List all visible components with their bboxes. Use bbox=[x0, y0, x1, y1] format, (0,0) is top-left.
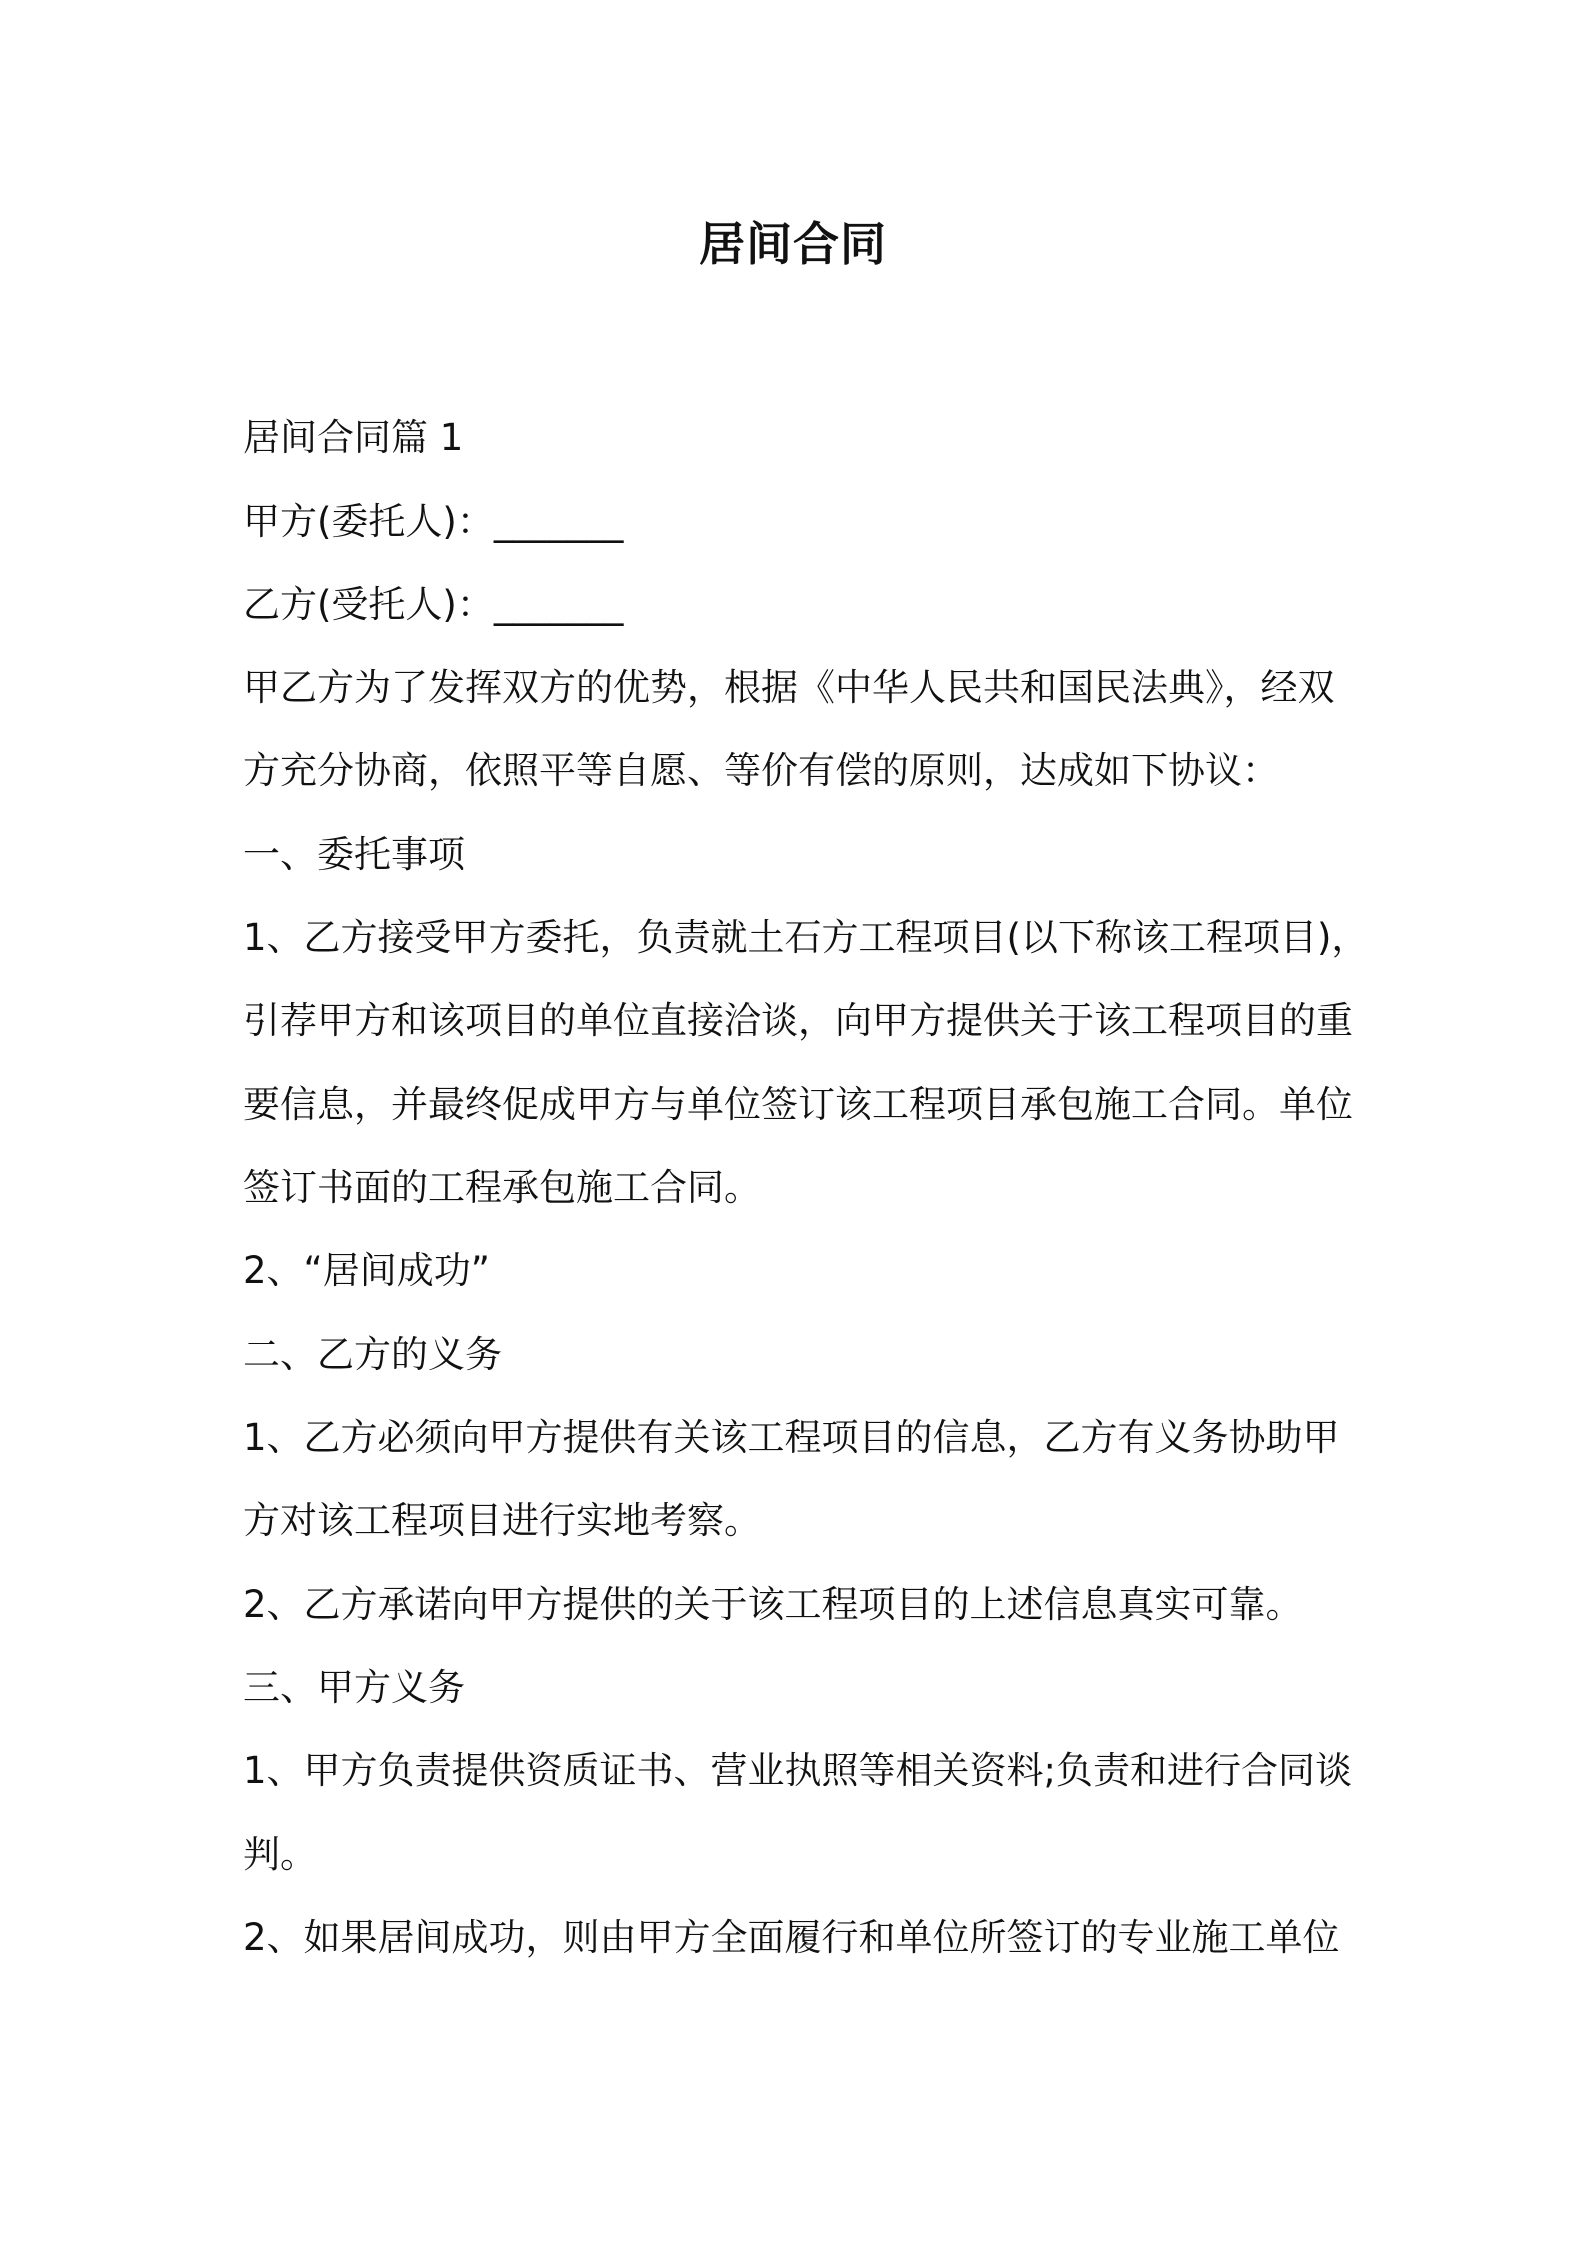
clause-3-1-line-1: 1、甲方负责提供资质证书、营业执照等相关资料;负责和进行合同谈 bbox=[243, 1749, 1353, 1792]
party-b-line: 乙方(受托人)：_______ bbox=[243, 583, 624, 626]
clause-2-1-line-2: 方对该工程项目进行实地考察。 bbox=[243, 1499, 761, 1542]
clause-heading-2: 二、乙方的义务 bbox=[243, 1333, 502, 1376]
clause-1-1-line-2: 引荐甲方和该项目的单位直接洽谈，向甲方提供关于该工程项目的重 bbox=[243, 999, 1353, 1042]
party-a-line: 甲方(委托人)：_______ bbox=[243, 500, 624, 543]
clause-2-1-line-1: 1、乙方必须向甲方提供有关该工程项目的信息，乙方有义务协助甲 bbox=[243, 1416, 1340, 1459]
section-heading-part1: 居间合同篇 1 bbox=[243, 416, 464, 459]
clause-1-1-line-4: 签订书面的工程承包施工合同。 bbox=[243, 1166, 761, 1209]
preamble-line-2: 方充分协商，依照平等自愿、等价有偿的原则，达成如下协议： bbox=[243, 749, 1279, 792]
clause-heading-1: 一、委托事项 bbox=[243, 833, 465, 876]
clause-3-2-line-1: 2、如果居间成功，则由甲方全面履行和单位所签订的专业施工单位 bbox=[243, 1916, 1340, 1959]
clause-2-2-line: 2、乙方承诺向甲方提供的关于该工程项目的上述信息真实可靠。 bbox=[243, 1583, 1303, 1626]
clause-1-1-line-1: 1、乙方接受甲方委托，负责就土石方工程项目(以下称该工程项目)， bbox=[243, 916, 1369, 959]
clause-1-2-line: 2、“居间成功” bbox=[243, 1249, 490, 1292]
clause-1-1-line-3: 要信息，并最终促成甲方与单位签订该工程项目承包施工合同。单位 bbox=[243, 1083, 1353, 1126]
document-title: 居间合同 bbox=[699, 217, 887, 271]
clause-3-1-line-2: 判。 bbox=[243, 1833, 317, 1876]
preamble-line-1: 甲乙方为了发挥双方的优势，根据《中华人民共和国民法典》，经双 bbox=[243, 666, 1335, 709]
clause-heading-3: 三、甲方义务 bbox=[243, 1666, 465, 1709]
